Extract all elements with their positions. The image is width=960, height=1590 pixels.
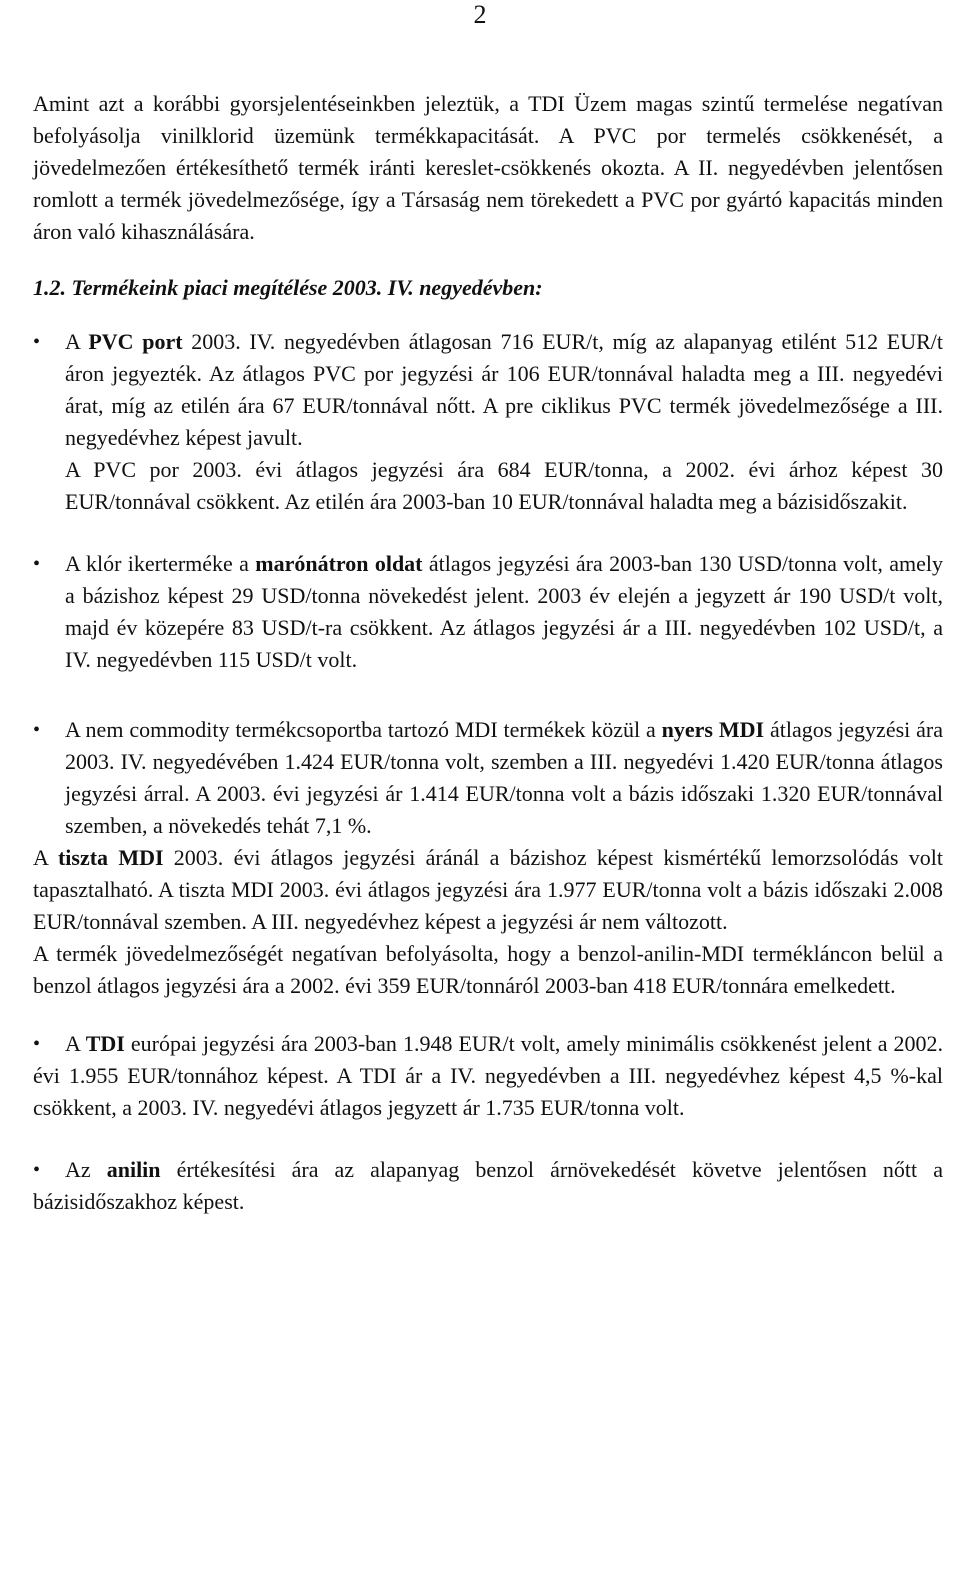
bullet-icon: • xyxy=(33,553,41,575)
intro-paragraph: Amint azt a korábbi gyorsjelentéseinkben jeleztük, a TDI Üzem magas szintű termelése negatívan befolyásolja vinilklorid üzemünk termékkapacitását. A PVC por termelés csökkenését, a jövedelmezően értékesíthető termék iránti kereslet-csökkenés okozta. A II. negyedévben jelentősen romlott a termék jövedelmezősége, így a Társaság nem törekedett a PVC por gyártó kapacitás minden áron való kihasználására. xyxy=(33,91,943,244)
mdi-text-pre: A nem commodity termékcsoportba tartozó MDI termékek közül a xyxy=(65,717,662,742)
document-body xyxy=(33,88,943,1218)
anilin-product-name: anilin xyxy=(106,1157,161,1182)
tdi-text-pre: A xyxy=(65,1031,86,1056)
list-item-mdi xyxy=(33,714,943,1002)
tdi-product-name: TDI xyxy=(85,1031,125,1056)
list-item-pvc xyxy=(33,326,943,518)
mdi-product-name: nyers MDI xyxy=(661,717,765,742)
mdi-text-post: átlagos jegyzési ára 2003. IV. negyedévében 1.424 EUR/tonna volt, szemben a III. negyedévi 1.420 EUR/tonna átlagos jegyzési árral. A 2003. évi jegyzési ár 1.414 EUR/tonna volt a bázis időszaki 1.320 EUR/tonnával szemben, a növekedés tehát 7,1 %. xyxy=(65,717,943,838)
list-item-tdi xyxy=(33,1028,943,1124)
bullet-icon: • xyxy=(33,331,41,353)
lye-text-post: átlagos jegyzési ára 2003-ban 130 USD/tonna volt, amely a bázishoz képest 29 USD/tonna növekedést jelent. 2003 év elején a jegyzett ár 190 USD/t volt, majd év közepére 83 USD/t-ra csökkent. Az átlagos jegyzési ár a III. negyedévben 102 USD/t, a IV. negyedévben 115 USD/t volt. xyxy=(65,551,943,672)
lye-text-pre: A klór ikerterméke a xyxy=(65,551,256,576)
pvc-text-pre: A xyxy=(65,329,89,354)
list-item-caustic-soda xyxy=(33,548,943,676)
bullet-icon: • xyxy=(33,719,41,741)
tdi-text-post: európai jegyzési ára 2003-ban 1.948 EUR/t volt, amely minimális csökkenést jelent a 2002. évi 1.955 EUR/tonnához képest. A TDI ár a IV. negyedévben a III. negyedévhez képest 4,5 %-kal csökkent, a 2003. IV. negyedévi átlagos jegyzett ár 1.735 EUR/tonna volt. xyxy=(33,1031,943,1120)
section-heading: 1.2. Termékeink piaci megítélése 2003. IV. negyedévben: xyxy=(33,275,543,300)
anilin-paragraph xyxy=(33,1154,943,1218)
pvc-paragraph-2: A PVC por 2003. évi átlagos jegyzési ára 684 EUR/tonna, a 2002. évi árhoz képest 30 EUR/tonnával csökkent. Az etilén ára 2003-ban 10 EUR/tonnával haladta meg a bázisidőszakit. xyxy=(65,457,943,514)
lye-product-name: marónátron oldat xyxy=(255,551,423,576)
bullet-icon: • xyxy=(33,1159,41,1181)
bullet-icon: • xyxy=(33,1033,41,1055)
caustic-soda-paragraph xyxy=(33,548,943,676)
tdi-paragraph xyxy=(33,1028,943,1124)
mdi-paragraph-1 xyxy=(33,714,943,842)
pvc-product-name: PVC port xyxy=(88,329,183,354)
anilin-text-post: értékesítési ára az alapanyag benzol árnövekedését követve jelentősen nőtt a bázisidőszakhoz képest. xyxy=(33,1157,943,1214)
list-item-anilin xyxy=(33,1154,943,1218)
pvc-text-post: 2003. IV. negyedévben átlagosan 716 EUR/t, míg az alapanyag etilént 512 EUR/t áron jegyezték. Az átlagos PVC por jegyzési ár 106 EUR/tonnával haladta meg a III. negyedévi árat, míg az etilén ára 67 EUR/tonnával nőtt. A pre ciklikus PVC termék jövedelmezősége a III. negyedévhez képest javult. xyxy=(65,329,943,450)
mdi-paragraph-2 xyxy=(33,842,943,938)
anilin-text-pre: Az xyxy=(65,1157,107,1182)
page-number: 2 xyxy=(473,0,487,29)
mdi-paragraph-3: A termék jövedelmezőségét negatívan befolyásolta, hogy a benzol-anilin-MDI termékláncon belül a benzol átlagos jegyzési ára a 2002. évi 359 EUR/tonnáról 2003-ban 418 EUR/tonnára emelkedett. xyxy=(33,941,943,998)
pure-mdi-product-name: tiszta MDI xyxy=(57,845,164,870)
pure-mdi-text-post: 2003. évi átlagos jegyzési áránál a bázishoz képest kismértékű lemorzsolódás volt tapasztalható. A tiszta MDI 2003. évi átlagos jegyzési ára 1.977 EUR/tonna volt a bázis időszaki 2.008 EUR/tonnával szemben. A III. negyedévhez képest a jegyzési ár nem változott. xyxy=(33,845,943,934)
pvc-paragraph-1 xyxy=(33,326,943,454)
pure-mdi-text-pre: A xyxy=(33,845,58,870)
